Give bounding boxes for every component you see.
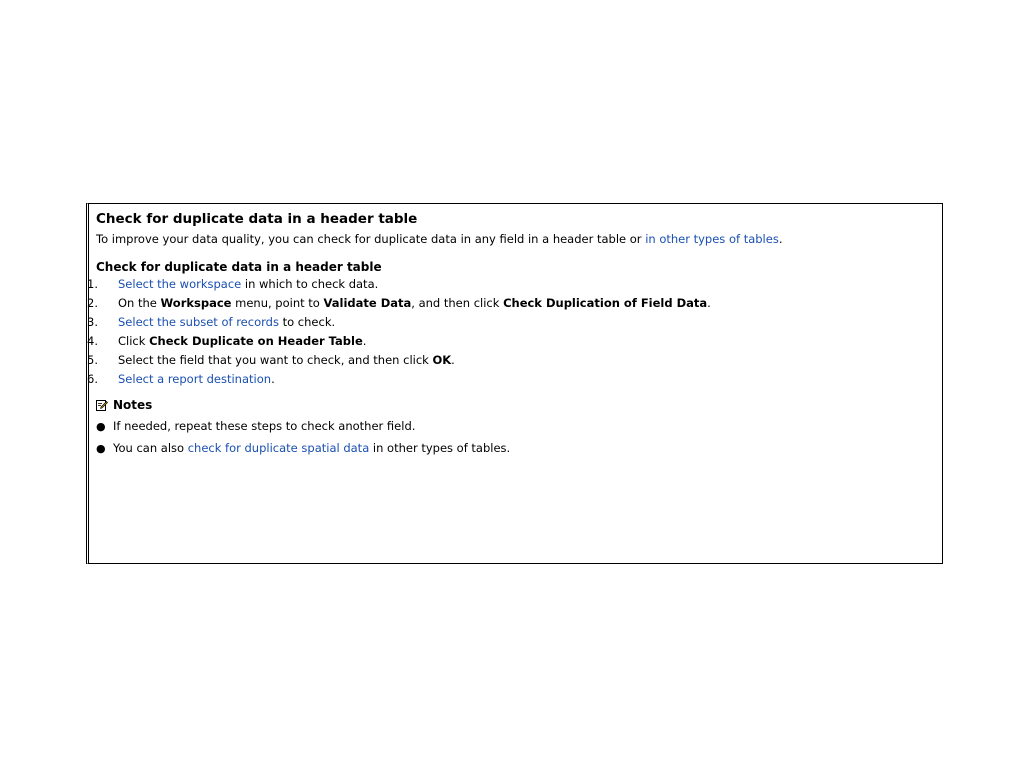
link-select-subset-of-records[interactable]: Select the subset of records	[118, 315, 279, 329]
step-number: 1.	[87, 277, 98, 291]
step-text: to check.	[278, 315, 336, 329]
page-title: Check for duplicate data in a header table	[96, 211, 418, 227]
step-2	[87, 296, 934, 315]
note-text: If needed, repeat these steps to check another field.	[113, 419, 416, 433]
step-number: 4.	[87, 334, 98, 348]
step-text: Select the field that you want to check, and then click	[118, 353, 433, 367]
step-text: , and then click	[411, 296, 504, 310]
step-text: .	[271, 372, 275, 386]
command-check-duplicate-header: Check Duplicate on Header Table	[149, 334, 363, 348]
step-number: 5.	[87, 353, 98, 367]
step-text: menu, point to	[231, 296, 324, 310]
notes-heading-label: Notes	[113, 398, 153, 412]
bullet: ●	[96, 420, 106, 433]
note-item	[96, 441, 934, 463]
step-1	[87, 277, 934, 296]
note-pencil-icon	[96, 399, 108, 411]
step-text: On the	[118, 296, 161, 310]
procedure-heading: Check for duplicate data in a header table	[96, 260, 382, 274]
link-select-report-destination[interactable]: Select a report destination	[118, 372, 272, 386]
help-topic-content	[87, 210, 934, 463]
help-content-frame	[86, 203, 943, 564]
command-check-duplication: Check Duplication of Field Data	[503, 296, 708, 310]
note-text: in other types of tables.	[369, 441, 511, 455]
step-5	[87, 353, 934, 372]
note-text: You can also	[113, 441, 188, 455]
menu-item-validate-data: Validate Data	[323, 296, 412, 310]
step-text: .	[362, 334, 367, 348]
step-text: .	[451, 353, 455, 367]
link-select-workspace[interactable]: Select the workspace	[118, 277, 242, 291]
procedure-steps	[87, 277, 934, 391]
intro-end: .	[778, 232, 783, 246]
step-4	[87, 334, 934, 353]
link-other-types-of-tables[interactable]: in other types of tables	[645, 232, 779, 246]
note-item	[96, 419, 934, 441]
step-number: 6.	[87, 372, 98, 386]
intro-paragraph	[96, 232, 934, 247]
step-number: 2.	[87, 296, 98, 310]
step-text: .	[707, 296, 711, 310]
step-3	[87, 315, 934, 334]
step-number: 3.	[87, 315, 98, 329]
bullet: ●	[96, 442, 106, 455]
link-check-duplicate-spatial-data[interactable]: check for duplicate spatial data	[187, 441, 370, 455]
step-text: Click	[118, 334, 150, 348]
menu-name-workspace: Workspace	[160, 296, 232, 310]
notes-list	[96, 419, 934, 463]
notes-heading	[96, 397, 934, 413]
button-name-ok: OK	[432, 353, 452, 367]
intro-text: To improve your data quality, you can check for duplicate data in any field in a header table or	[96, 232, 646, 246]
step-6	[87, 372, 934, 391]
step-text: in which to check data.	[241, 277, 379, 291]
